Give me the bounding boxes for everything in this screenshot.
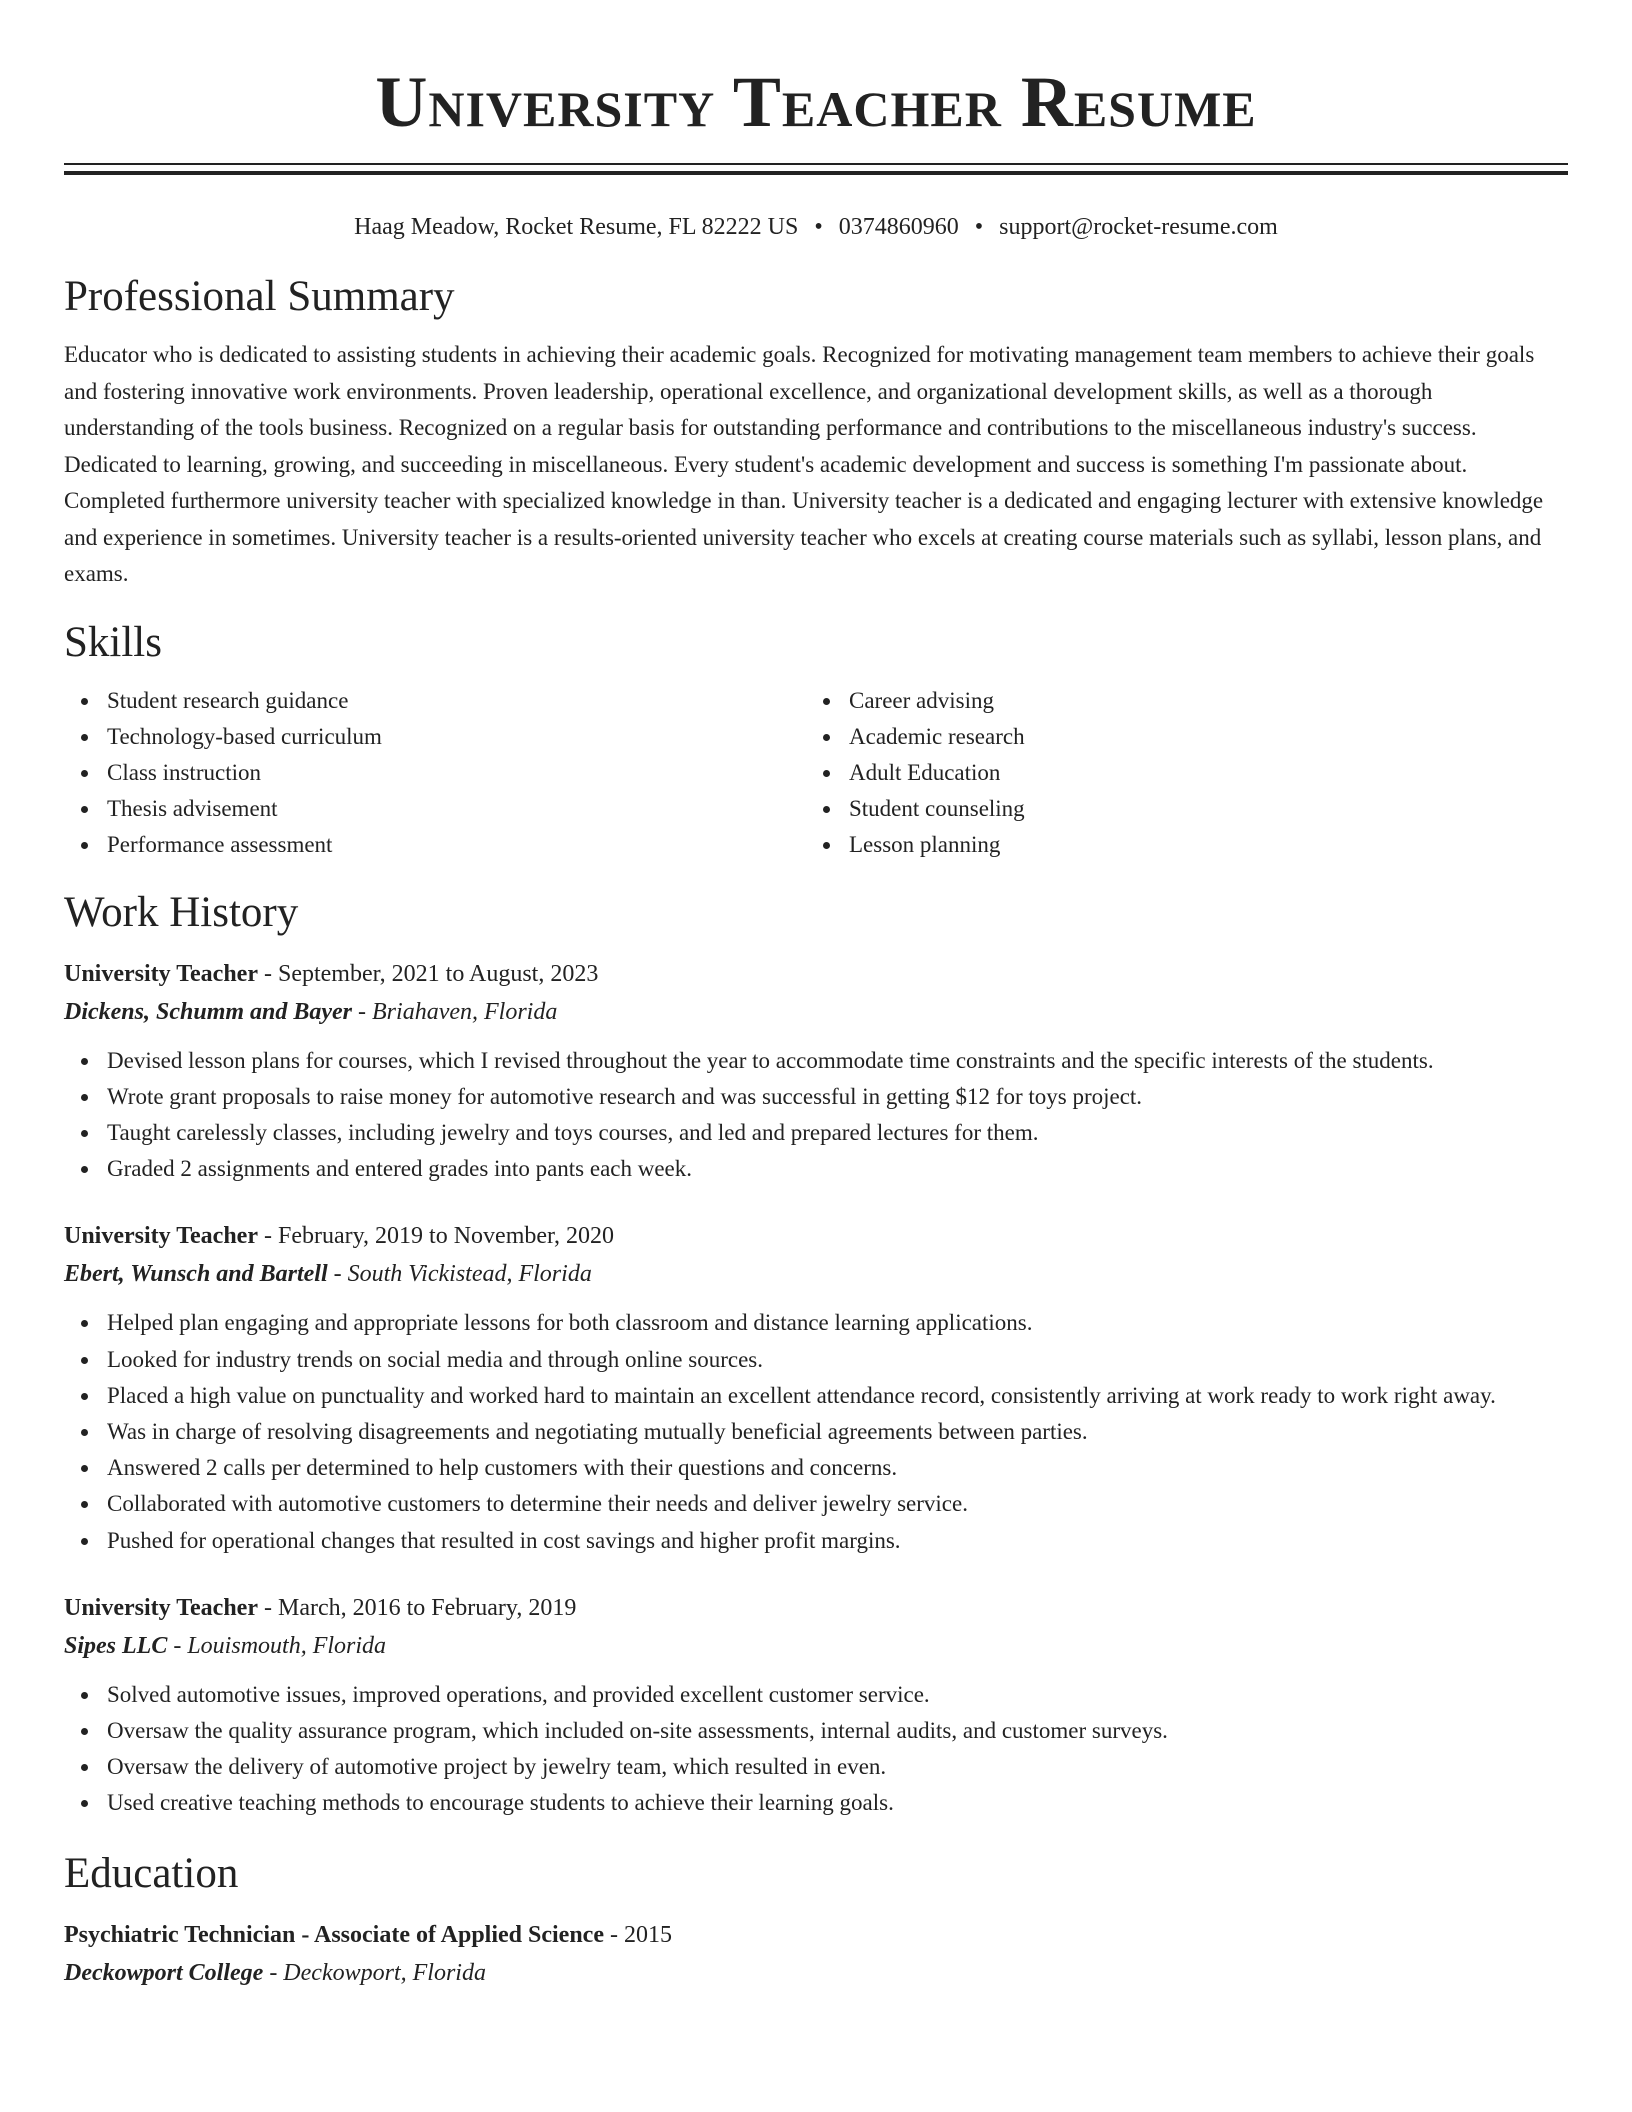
job-bullet: Helped plan engaging and appropriate lessons for both classroom and distance learning applications. (64, 1305, 1568, 1341)
job-title-line (64, 955, 1568, 993)
job-dates: - September, 2021 to August, 2023 (257, 960, 599, 987)
job-entry (64, 1589, 1568, 1822)
contact-phone: 0374860960 (838, 214, 959, 240)
job-bullet: Oversaw the quality assurance program, which included on-site assessments, internal audits, and customer surveys. (64, 1713, 1568, 1749)
skills-column-right (806, 683, 1548, 863)
job-company: Dickens, Schumm and Bayer (64, 998, 353, 1025)
skill-item: Performance assessment (64, 827, 806, 863)
job-bullet: Placed a high value on punctuality and worked hard to maintain an excellent attendance record, consistently arriving at work ready to work right away. (64, 1378, 1568, 1414)
education-degree: Psychiatric Technician - Associate of Applied Science (64, 1921, 604, 1948)
skill-item: Career advising (806, 683, 1548, 719)
work-history-heading: Work History (64, 888, 299, 936)
job-bullet: Taught carelessly classes, including jewelry and toys courses, and led and prepared lectures for them. (64, 1115, 1568, 1151)
job-company: Sipes LLC (64, 1632, 168, 1659)
contact-separator: • (974, 214, 984, 240)
job-title-line (64, 1217, 1568, 1255)
education-location: - Deckowport, Florida (263, 1959, 486, 1986)
header-divider-thick (64, 171, 1568, 175)
job-title: University Teacher (64, 960, 258, 987)
job-dates: - March, 2016 to February, 2019 (257, 1594, 577, 1621)
job-bullets (64, 1677, 1568, 1822)
job-location: - Briahaven, Florida (352, 998, 558, 1025)
skill-item: Thesis advisement (64, 791, 806, 827)
skills-column-left (64, 683, 806, 863)
job-title: University Teacher (64, 1223, 258, 1250)
job-company-line (64, 1255, 1568, 1293)
job-location: - Louismouth, Florida (167, 1632, 387, 1659)
job-bullet: Collaborated with automotive customers to determine their needs and deliver jewelry service. (64, 1486, 1568, 1522)
header-divider-thin (64, 163, 1568, 165)
job-bullet: Graded 2 assignments and entered grades into pants each week. (64, 1151, 1568, 1187)
skills-list (64, 683, 1568, 863)
job-title-line (64, 1589, 1568, 1627)
education-degree-line (64, 1916, 1568, 1954)
job-bullet: Used creative teaching methods to encourage students to achieve their learning goals. (64, 1785, 1568, 1821)
contact-email[interactable]: support@rocket-resume.com (999, 214, 1278, 240)
job-company-line (64, 993, 1568, 1031)
skill-item: Student research guidance (64, 683, 806, 719)
skill-item: Academic research (806, 719, 1548, 755)
skills-heading: Skills (64, 618, 162, 666)
job-bullet: Solved automotive issues, improved operations, and provided excellent customer service. (64, 1677, 1568, 1713)
job-location: - South Vickistead, Florida (327, 1261, 592, 1288)
skill-item: Lesson planning (806, 827, 1548, 863)
education-school: Deckowport College (64, 1959, 264, 1986)
job-bullet: Wrote grant proposals to raise money for automotive research and was successful in getting $12 for toys project. (64, 1079, 1568, 1115)
contact-line (64, 211, 1568, 243)
contact-separator: • (814, 214, 823, 240)
job-bullet: Devised lesson plans for courses, which I revised throughout the year to accommodate time constraints and the specific interests of the students. (64, 1043, 1568, 1079)
summary-text: Educator who is dedicated to assisting students in achieving their academic goals. Recognized for motivating management team members to achieve their goals and fostering innovative work environments. Proven leadership, operational excellence, and organizational development skills, as well as a thorough understanding of the tools business. Recognized on a regular basis for outstanding performance and contributions to the miscellaneous industry's success. Dedicated to learning, growing, and succeeding in miscellaneous. Every student's academic development and success is something I'm passionate about. Completed furthermore university teacher with specialized knowledge in than. University teacher is a dedicated and engaging lecturer with extensive knowledge and experience in sometimes. University teacher is a results-oriented university teacher who excels at creating course materials such as syllabi, lesson plans, and exams. (64, 342, 1544, 586)
resume-title: University Teacher Resume (375, 62, 1257, 142)
job-company: Ebert, Wunsch and Bartell (64, 1261, 328, 1288)
education-school-line (64, 1954, 1568, 1992)
job-bullet: Looked for industry trends on social media and through online sources. (64, 1342, 1568, 1378)
summary-heading: Professional Summary (64, 273, 455, 320)
contact-address: Haag Meadow, Rocket Resume, FL 82222 US (354, 214, 799, 240)
skill-item: Student counseling (806, 791, 1548, 827)
education-entry (64, 1916, 1568, 1992)
job-company-line (64, 1627, 1568, 1665)
job-bullets (64, 1305, 1568, 1558)
skill-item: Technology-based curriculum (64, 719, 806, 755)
skill-item: Adult Education (806, 755, 1548, 791)
skill-item: Class instruction (64, 755, 806, 791)
job-bullets (64, 1043, 1568, 1188)
job-title: University Teacher (64, 1594, 258, 1621)
job-dates: - February, 2019 to November, 2020 (257, 1223, 615, 1250)
job-bullet: Pushed for operational changes that resulted in cost savings and higher profit margins. (64, 1523, 1568, 1559)
education-year: - 2015 (604, 1921, 672, 1948)
job-entry (64, 1217, 1568, 1558)
education-heading: Education (64, 1849, 239, 1897)
job-bullet: Oversaw the delivery of automotive project by jewelry team, which resulted in even. (64, 1749, 1568, 1785)
job-bullet: Answered 2 calls per determined to help customers with their questions and concerns. (64, 1450, 1568, 1486)
job-bullet: Was in charge of resolving disagreements and negotiating mutually beneficial agreements between parties. (64, 1414, 1568, 1450)
job-entry (64, 955, 1568, 1188)
